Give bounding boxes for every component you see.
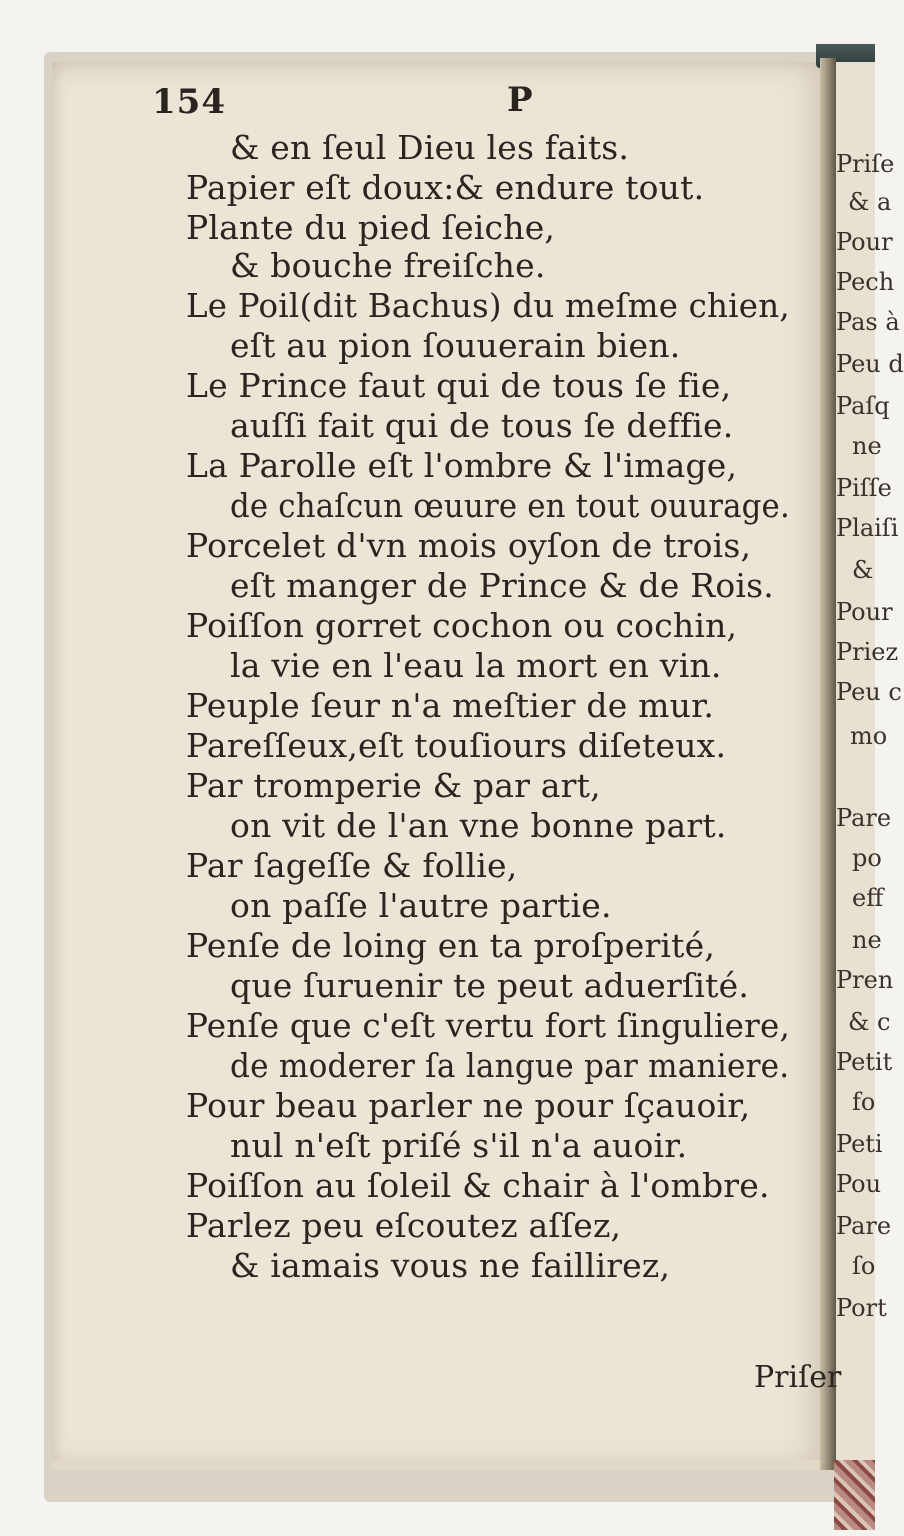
book-gutter <box>820 58 836 1470</box>
text-line: Poiſſon au ſoleil & chair à l'ombre. <box>186 1166 770 1205</box>
page-header <box>152 82 752 122</box>
text-line: Par tromperie & par art, <box>186 766 601 805</box>
text-line: Par ſageſſe & follie, <box>186 846 518 885</box>
signature-letter: P <box>507 80 533 120</box>
facing-page-fragment: Piſſe <box>836 474 892 502</box>
facing-page-fragment: Pech <box>836 268 895 296</box>
facing-page-fragment: Priſe <box>836 150 895 178</box>
page-number: 154 <box>152 82 226 122</box>
text-line: eſt manger de Prince & de Rois. <box>230 566 774 605</box>
facing-page-fragment: mo <box>850 722 888 750</box>
facing-page-fragment: Pour <box>836 598 893 626</box>
facing-page-fragment: Pare <box>836 1212 892 1240</box>
catchword: Priſer <box>754 1360 842 1395</box>
facing-page-fragment: Peu c <box>836 678 902 706</box>
facing-page-fragment: eff <box>852 884 884 912</box>
facing-page-fragment: Plaiſi <box>836 514 899 542</box>
facing-page-fragment: Paſq <box>836 392 890 420</box>
text-line: Pour beau parler ne pour ſçauoir, <box>186 1086 751 1125</box>
facing-page-fragment: ne <box>852 432 882 460</box>
facing-page-fragment: Pas à <box>836 308 900 336</box>
facing-page-fragment: Pren <box>836 966 894 994</box>
text-line: Parlez peu eſcoutez aſſez, <box>186 1206 622 1245</box>
text-line: Peuple ſeur n'a meſtier de mur. <box>186 686 715 725</box>
facing-page-fragment: Peu d <box>836 350 904 378</box>
text-line: on paſſe l'autre partie. <box>230 886 612 925</box>
text-line: Papier eſt doux:& endure tout. <box>186 168 705 207</box>
text-line: nul n'eſt priſé s'il n'a auoir. <box>230 1126 688 1165</box>
text-line: de moderer ſa langue par maniere. <box>230 1046 790 1085</box>
text-line: Plante du pied ſeiche, <box>186 208 556 247</box>
text-line: Le Prince faut qui de tous ſe fie, <box>186 366 732 405</box>
facing-page-fragment: Petit <box>836 1048 893 1076</box>
facing-page-fragment: po <box>852 844 882 872</box>
facing-page-fragment: fo <box>852 1088 876 1116</box>
facing-page-fragment: Pou <box>836 1170 882 1198</box>
text-line: & en ſeul Dieu les faits. <box>230 128 630 167</box>
text-line: Porcelet d'vn mois oyſon de trois, <box>186 526 752 565</box>
text-line: Penſe de loing en ta proſperité, <box>186 926 716 965</box>
facing-page-fragment: Port <box>836 1294 887 1322</box>
text-line: que ſuruenir te peut aduerſité. <box>230 966 750 1005</box>
text-line: & bouche freiſche. <box>230 246 546 285</box>
facing-page-fragment: Pare <box>836 804 892 832</box>
text-line: de chaſcun œuure en tout ouurage. <box>230 486 790 525</box>
facing-page-fragment: Peti <box>836 1130 883 1158</box>
facing-page-fragment: ne <box>852 926 882 954</box>
text-line: La Parolle eſt l'ombre & l'image, <box>186 446 738 485</box>
facing-page <box>834 62 904 1468</box>
facing-page-fragment: & <box>852 556 874 584</box>
facing-page-fragment: Priez <box>836 638 899 666</box>
binding-headband <box>834 1460 875 1530</box>
text-line: Penſe que c'eſt vertu fort ſinguliere, <box>186 1006 791 1045</box>
text-line: Le Poil(dit Bachus) du meſme chien, <box>186 286 790 325</box>
text-line: Pareſſeux,eſt touſiours diſeteux. <box>186 726 727 765</box>
text-line: & iamais vous ne faillirez, <box>230 1246 671 1285</box>
page-edge <box>52 1460 832 1470</box>
facing-page-fragment: Pour <box>836 228 893 256</box>
text-line: la vie en l'eau la mort en vin. <box>230 646 722 685</box>
facing-page-fragment: ſo <box>852 1252 876 1280</box>
text-line: on vit de l'an vne bonne part. <box>230 806 727 845</box>
text-line: Poiſſon gorret cochon ou cochin, <box>186 606 738 645</box>
text-line: eſt au pion ſouuerain bien. <box>230 326 681 365</box>
facing-page-fragment: & a <box>848 188 892 216</box>
text-line: auſſi fait qui de tous ſe deffie. <box>230 406 734 445</box>
facing-page-fragment: & c <box>848 1008 891 1036</box>
